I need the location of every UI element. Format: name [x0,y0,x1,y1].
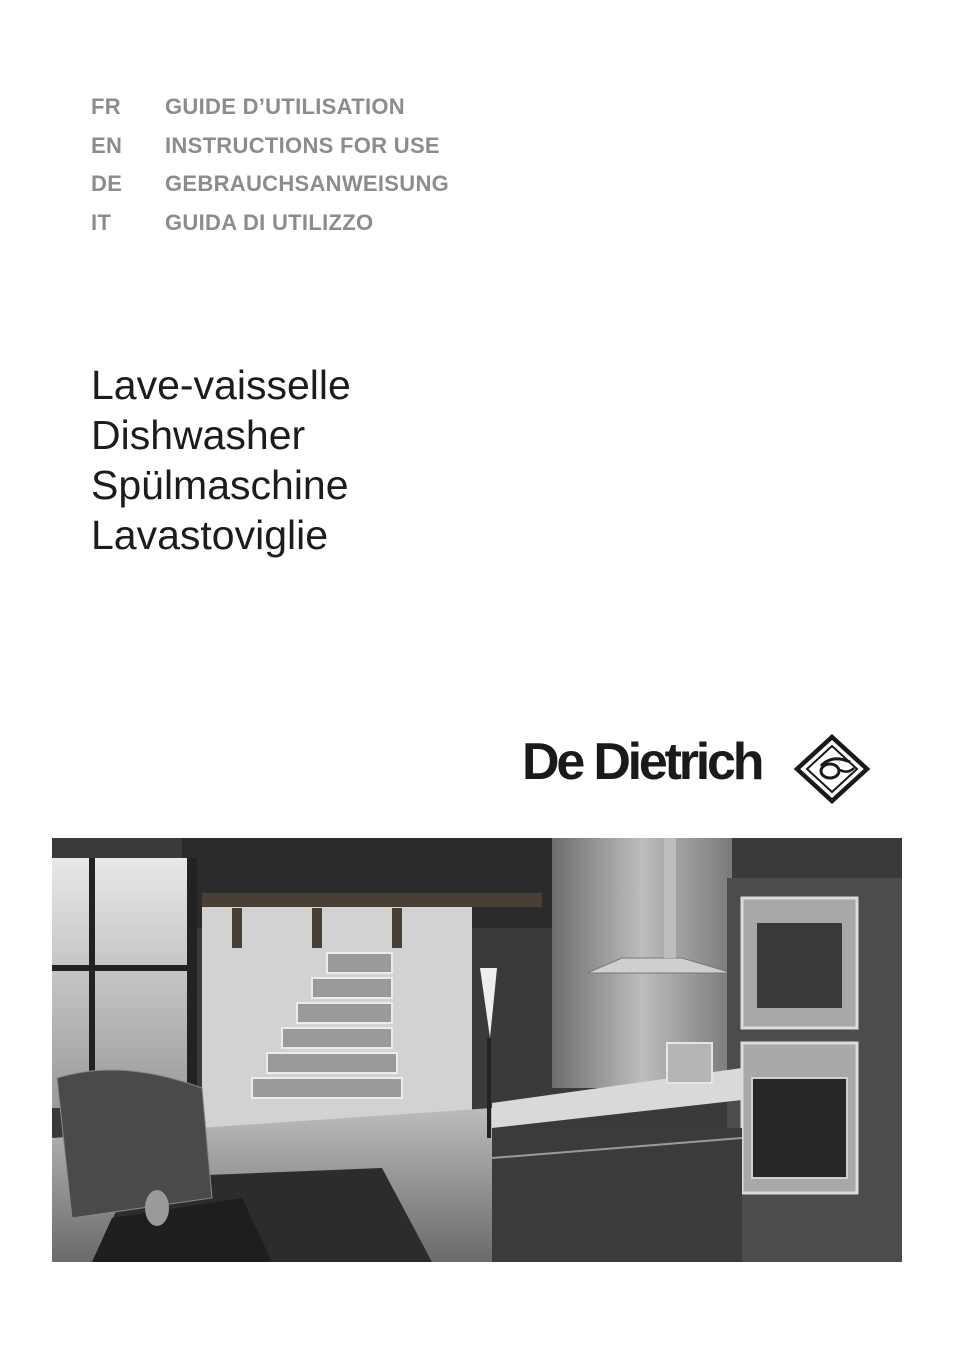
product-name-en: Dishwasher [91,412,306,458]
language-code: FR [91,94,121,120]
language-title: GUIDA DI UTILIZZO [165,209,374,235]
product-name-it: Lavastoviglie [91,512,329,558]
kitchen-interior-photo [52,838,902,1262]
language-title: INSTRUCTIONS FOR USE [165,132,440,158]
language-list [91,88,449,242]
language-row-fr [91,88,449,127]
language-code: DE [91,171,123,197]
language-code: EN [91,132,123,158]
diamond-horn-logo-icon [794,734,870,804]
photo-illustration [52,838,902,1262]
language-row-en [91,127,449,166]
brand-name: De Dietrich [522,733,762,791]
language-row-de [91,165,449,204]
product-name-de: Spülmaschine [91,462,349,508]
product-names [91,360,351,560]
language-row-it [91,204,449,243]
language-code: IT [91,209,112,235]
language-title: GUIDE D’UTILISATION [165,94,405,120]
brand-logo-block [522,728,872,806]
language-title: GEBRAUCHSANWEISUNG [165,171,450,197]
product-name-fr: Lave-vaisselle [91,362,351,408]
